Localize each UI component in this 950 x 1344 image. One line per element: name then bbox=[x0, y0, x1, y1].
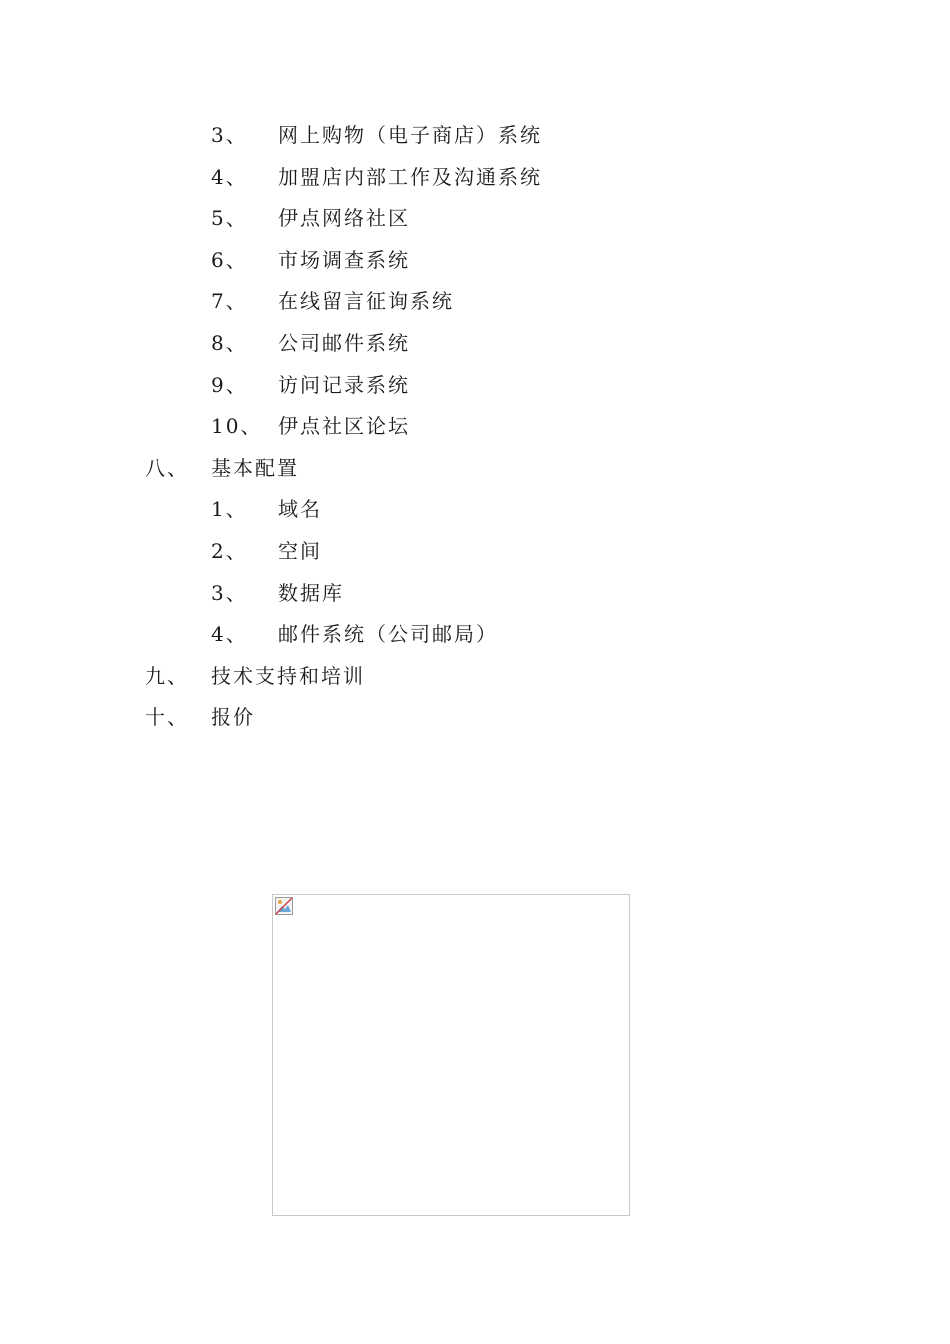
list-item bbox=[0, 614, 950, 656]
list-item bbox=[0, 240, 950, 282]
item-number: 10、 bbox=[211, 414, 263, 439]
list-item bbox=[0, 198, 950, 240]
list-item bbox=[0, 281, 950, 323]
item-number: 八、 bbox=[145, 455, 189, 480]
item-number: 8、 bbox=[211, 330, 248, 355]
item-number: 5、 bbox=[211, 206, 248, 231]
item-text: 邮件系统（公司邮局） bbox=[278, 622, 498, 647]
item-number: 4、 bbox=[211, 622, 248, 647]
broken-image-icon bbox=[275, 897, 293, 915]
list-item bbox=[0, 115, 950, 157]
list-item bbox=[0, 531, 950, 573]
item-number: 1、 bbox=[211, 497, 248, 522]
item-text: 在线留言征询系统 bbox=[278, 289, 454, 314]
item-number: 6、 bbox=[211, 247, 248, 272]
item-text: 公司邮件系统 bbox=[278, 330, 410, 355]
item-number: 九、 bbox=[145, 663, 189, 688]
document-outline bbox=[0, 115, 950, 739]
list-item bbox=[0, 365, 950, 407]
image-placeholder bbox=[272, 894, 630, 1216]
list-item bbox=[0, 323, 950, 365]
item-text: 伊点社区论坛 bbox=[278, 414, 410, 439]
item-text: 伊点网络社区 bbox=[278, 206, 410, 231]
list-item bbox=[0, 406, 950, 448]
item-number: 2、 bbox=[211, 538, 248, 563]
item-number: 十、 bbox=[145, 705, 189, 730]
section-heading bbox=[0, 448, 950, 490]
list-item bbox=[0, 573, 950, 615]
item-text: 加盟店内部工作及沟通系统 bbox=[278, 164, 542, 189]
item-text: 空间 bbox=[278, 538, 322, 563]
item-text: 网上购物（电子商店）系统 bbox=[278, 123, 542, 147]
item-text: 技术支持和培训 bbox=[211, 663, 365, 688]
item-number: 3、 bbox=[211, 580, 248, 605]
item-text: 访问记录系统 bbox=[278, 372, 410, 397]
section-heading bbox=[0, 656, 950, 698]
section-heading bbox=[0, 697, 950, 739]
item-number: 7、 bbox=[211, 289, 248, 314]
list-item bbox=[0, 489, 950, 531]
item-text: 数据库 bbox=[278, 580, 344, 605]
item-number: 4、 bbox=[211, 164, 248, 189]
item-text: 报价 bbox=[211, 705, 255, 730]
item-number: 3、 bbox=[211, 123, 248, 147]
list-item bbox=[0, 157, 950, 199]
item-number: 9、 bbox=[211, 372, 248, 397]
item-text: 基本配置 bbox=[211, 455, 299, 480]
item-text: 市场调查系统 bbox=[278, 247, 410, 272]
item-text: 域名 bbox=[278, 497, 322, 522]
